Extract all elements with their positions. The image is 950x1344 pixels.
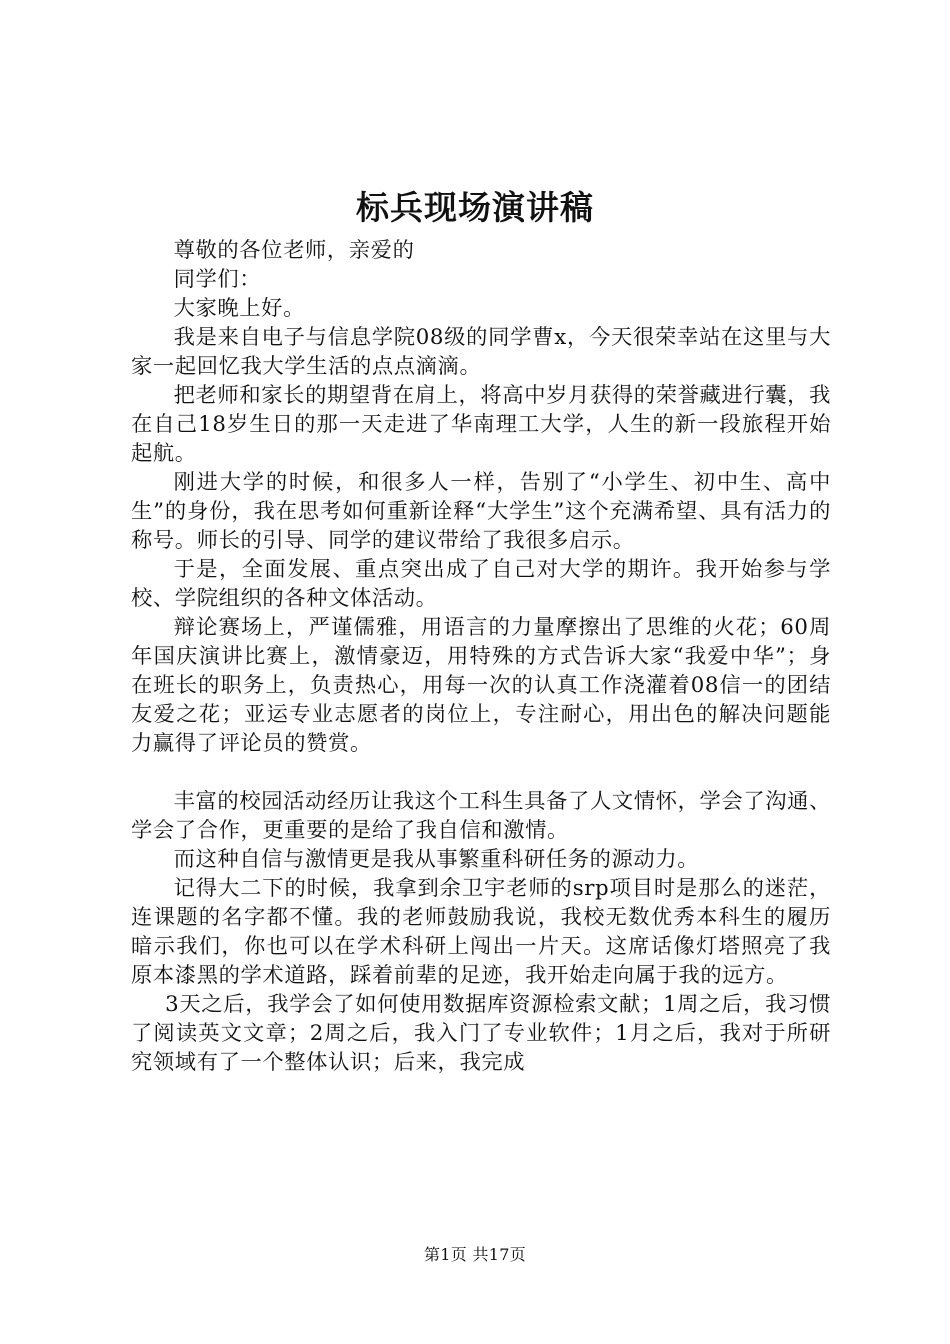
- paragraph-campus-experience: 丰富的校园活动经历让我这个工科生具备了人文情怀，学会了沟通、学会了合作，更重要的是给了我自信和激情。: [131, 789, 831, 843]
- paragraph-research-start: 记得大二下的时候，我拿到余卫宇老师的srp项目时是那么的迷茫，连课题的名字都不懂。我的老师鼓励我说，我校无数优秀本科生的履历暗示我们，你也可以在学术科研上闯出一片天。这席话像灯塔照亮了我原本漆黑的学术道路，踩着前辈的足迹，我开始走向属于我的远方。: [131, 876, 831, 988]
- paragraph-expectations: 于是，全面发展、重点突出成了自己对大学的期许。我开始参与学校、学院组织的各种文体活动。: [131, 557, 831, 611]
- document-body: [131, 236, 831, 1077]
- paragraph-first-year: 刚进大学的时候，和很多人一样，告别了“小学生、初中生、高中生”的身份，我在思考如何重新诠释“大学生”这个充满希望、具有活力的称号。师长的引导、同学的建议带给了我很多启示。: [131, 470, 831, 553]
- paragraph-greeting-cont: 同学们：: [173, 267, 262, 292]
- paragraph-entering-university: 把老师和家长的期望背在肩上，将高中岁月获得的荣誉藏进行囊，我在自己18岁生日的那一天走进了华南理工大学，人生的新一段旅程开始起航。: [131, 383, 831, 466]
- page-footer: 第1页 共17页: [423, 1245, 527, 1264]
- paragraph-activities: 辩论赛场上，严谨儒雅，用语言的力量摩擦出了思维的火花；60周年国庆演讲比赛上，激情豪迈，用特殊的方式告诉大家“我爱中华”；身在班长的职务上，负责热心，用每一次的认真工作浇灌着08信一的团结友爱之花；亚运专业志愿者的岗位上，专注耐心，用出色的解决问题能力赢得了评论员的赞赏。: [131, 615, 831, 756]
- paragraph-spacer: [131, 758, 831, 787]
- paragraph-greeting: 尊敬的各位老师，亲爱的: [173, 238, 415, 263]
- paragraph-research-progress: 3天之后，我学会了如何使用数据库资源检索文献；1周之后，我习惯了阅读英文文章；2周之后，我入门了专业软件；1月之后，我对于所研究领域有了一个整体认识；后来，我完成: [131, 992, 831, 1075]
- paragraph-motivation: 而这种自信与激情更是我从事繁重科研任务的源动力。: [173, 847, 700, 872]
- paragraph-intro: 我是来自电子与信息学院08级的同学曹x，今天很荣幸站在这里与大家一起回忆我大学生活的点点滴滴。: [131, 325, 831, 379]
- paragraph-hello: 大家晚上好。: [173, 296, 305, 321]
- document-title: 标兵现场演讲稿: [356, 188, 594, 227]
